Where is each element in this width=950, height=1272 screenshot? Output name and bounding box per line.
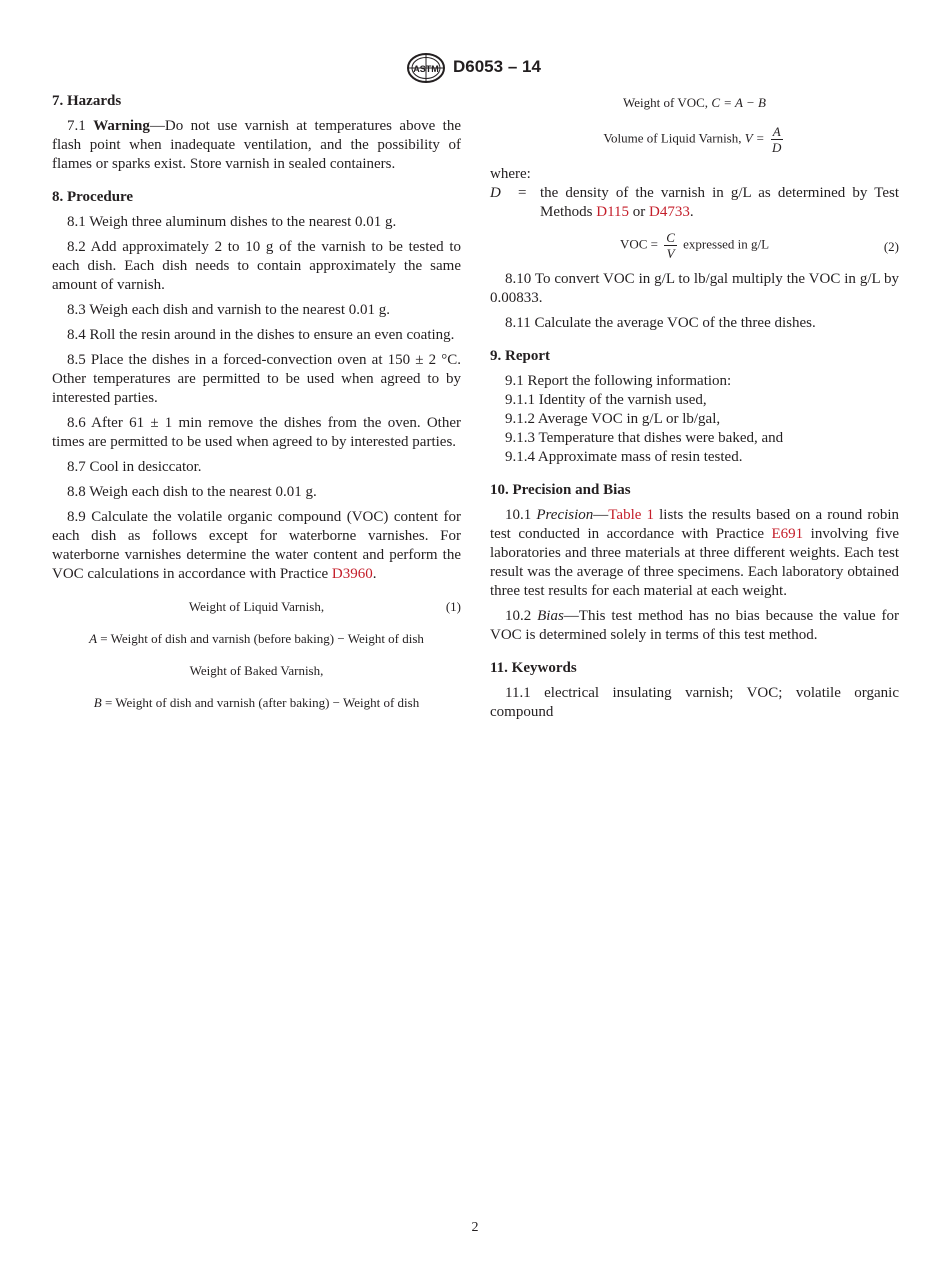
numerator: A	[772, 124, 781, 139]
section-9-heading: 9. Report	[490, 348, 550, 364]
para-8-4: 8.4 Roll the resin around in the dishes to ensure an even coating.	[67, 327, 455, 343]
page-number: 2	[471, 1220, 479, 1235]
para-8-3: 8.3 Weigh each dish and varnish to the nearest 0.01 g.	[67, 302, 391, 318]
para-end: .	[372, 566, 377, 582]
para-8-8: 8.8 Weigh each dish to the nearest 0.01 g.	[67, 484, 317, 500]
link-e691[interactable]: E691	[771, 526, 804, 542]
fraction	[771, 124, 783, 155]
bias-label: Bias	[537, 608, 564, 624]
equation-v	[490, 124, 899, 155]
equation-lhs: VOC =	[619, 236, 658, 252]
equation-label: Weight of Liquid Varnish,	[188, 599, 325, 614]
para-8-10: 8.10 To convert VOC in g/L to lb/gal multiply the VOC in g/L by 0.00833.	[490, 271, 899, 306]
link-d115[interactable]: D115	[596, 204, 630, 220]
para-10-1	[490, 506, 899, 601]
report-list	[490, 372, 899, 467]
numerator: C	[666, 230, 675, 245]
para-8-9	[52, 508, 461, 584]
link-d3960[interactable]: D3960	[331, 566, 373, 582]
equation-2	[490, 230, 899, 261]
equation-1-label	[52, 598, 461, 616]
para-9-1: 9.1 Report the following information:	[505, 373, 732, 389]
para-9-1-3: 9.1.3 Temperature that dishes were baked, and	[505, 430, 784, 446]
equation-symbol: B	[93, 695, 102, 710]
para-8-1: 8.1 Weigh three aluminum dishes to the nearest 0.01 g.	[67, 214, 397, 230]
para-7-1	[52, 117, 461, 174]
para-10-2	[490, 607, 899, 645]
astm-logo	[406, 52, 446, 84]
section-7-heading: 7. Hazards	[52, 93, 122, 109]
equation-a	[52, 630, 461, 648]
document-designation: D6053 – 14	[453, 57, 541, 76]
definition-equals: =	[518, 185, 527, 201]
para-8-11: 8.11 Calculate the average VOC of the three dishes.	[505, 315, 816, 331]
para-number: 7.1	[67, 118, 86, 134]
para-9-1-4: 9.1.4 Approximate mass of resin tested.	[505, 449, 743, 465]
definition-d	[490, 184, 899, 222]
link-table-1[interactable]: Table 1	[608, 507, 655, 523]
para-text: involving five laboratories and three materials at three different weights. Each test result was the average of three specimens. Each laboratory obtained three test results for each material at each weight.	[490, 526, 899, 599]
section-10-heading: 10. Precision and Bias	[490, 482, 631, 498]
para-number: 10.1	[505, 507, 532, 523]
equation-text: expressed in g/L	[683, 236, 770, 252]
definition-end: .	[689, 204, 694, 220]
definition-symbol: D	[490, 185, 501, 201]
equation-text: = Weight of dish and varnish (before baking) − Weight of dish	[100, 631, 424, 646]
equation-number: (2)	[883, 239, 899, 254]
para-8-5: 8.5 Place the dishes in a forced-convection oven at 150 ± 2 °C. Other temperatures are permitted to be used when agreed to by interested parties.	[52, 352, 461, 406]
equation-number: (1)	[445, 599, 461, 614]
where-label: where:	[490, 166, 531, 182]
para-8-7: 8.7 Cool in desiccator.	[67, 459, 202, 475]
equation-b-label: Weight of Baked Varnish,	[189, 663, 324, 678]
equation-formula: C = A − B	[711, 95, 766, 110]
page-header	[0, 52, 950, 84]
para-11-1: 11.1 electrical insulating varnish; VOC; volatile organic compound	[490, 685, 899, 720]
section-11-heading: 11. Keywords	[490, 660, 577, 676]
para-8-6: 8.6 After 61 ± 1 min remove the dishes from the oven. Other times are permitted to be used when agreed to by interested parties.	[52, 415, 461, 450]
precision-label: Precision	[536, 507, 594, 523]
para-9-1-1: 9.1.1 Identity of the varnish used,	[505, 392, 707, 408]
logo-text: ASTM	[413, 64, 439, 74]
section-8-heading: 8. Procedure	[52, 189, 134, 205]
para-text: —This test method has no bias because the value for VOC is determined solely in terms of this test method.	[490, 608, 900, 643]
equation-b	[52, 694, 461, 712]
equation-lhs: V =	[744, 130, 765, 146]
equation-text: = Weight of dish and varnish (after baking) − Weight of dish	[104, 695, 420, 710]
equation-label: Weight of VOC,	[623, 95, 709, 110]
equation-label: Volume of Liquid Varnish,	[603, 130, 742, 146]
para-text: —Do not use varnish at temperatures above the flash point when inadequate ventilation, and the possibility of flames or sparks exist. Store varnish in sealed containers.	[52, 118, 461, 172]
right-column	[490, 92, 899, 722]
para-number: 10.2	[505, 608, 532, 624]
para-text: lists the results based on a round robin test conducted in accordance with Practice	[490, 507, 899, 542]
denominator: V	[666, 246, 675, 261]
para-9-1-2: 9.1.2 Average VOC in g/L or lb/gal,	[505, 411, 721, 427]
definition-text: the density of the varnish in g/L as determined by Test Methods	[540, 185, 899, 220]
denominator: D	[772, 140, 782, 155]
left-column	[52, 92, 461, 712]
fraction	[664, 230, 677, 261]
link-d4733[interactable]: D4733	[649, 204, 690, 220]
equation-c	[490, 94, 899, 112]
equation-symbol: A	[89, 631, 98, 646]
para-text: 8.9 Calculate the volatile organic compound (VOC) content for each dish as follows except for waterborne varnishes. For waterborne varnishes determine the water content and perform the VOC calculations in accordance with Practice	[52, 509, 461, 582]
para-8-2: 8.2 Add approximately 2 to 10 g of the varnish to be tested to each dish. Each dish needs to contain approximately the same amount of varnish.	[52, 239, 461, 293]
definition-or: or	[629, 204, 650, 220]
em-dash: —	[593, 507, 609, 523]
warning-label: Warning	[93, 118, 150, 134]
